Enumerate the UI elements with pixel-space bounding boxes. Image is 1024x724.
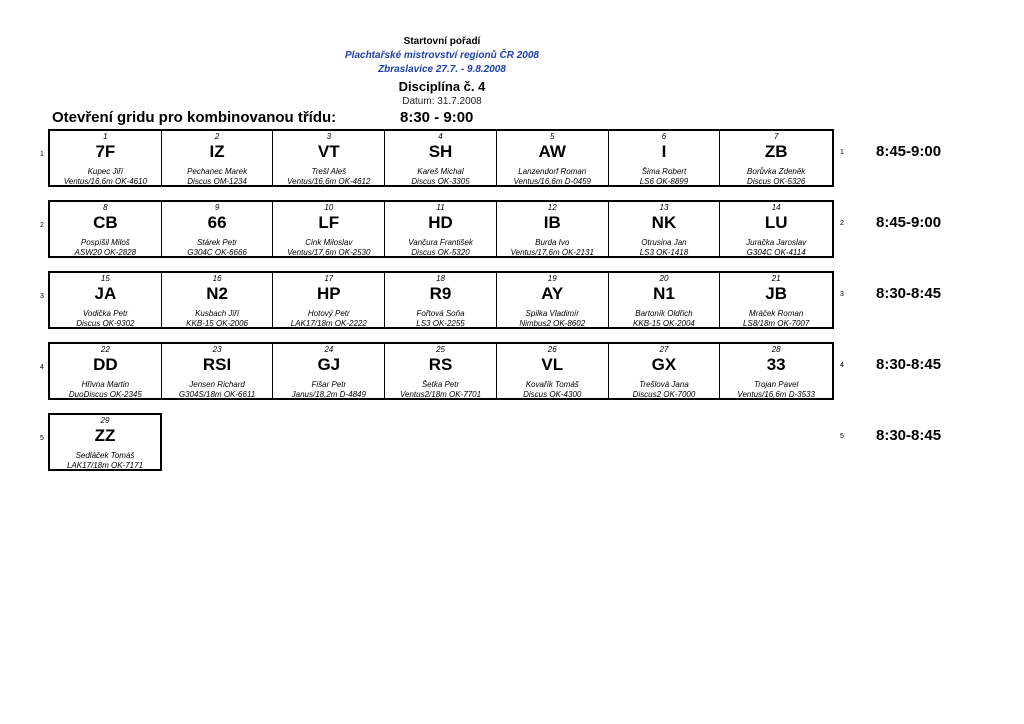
row-number-left: 3	[40, 293, 44, 300]
glider-registration: Discus OK-3305	[411, 177, 470, 186]
pilot-name: Trešl Aleš	[311, 167, 347, 176]
start-position: 3	[326, 132, 332, 141]
glider-registration: G304C OK-6666	[187, 248, 247, 257]
glider-registration: Discus2 OK-7000	[632, 390, 696, 399]
row-number-right: 1	[840, 149, 844, 156]
competition-id: N2	[206, 284, 228, 303]
start-position: 27	[659, 345, 669, 354]
start-position: 16	[212, 274, 222, 283]
glider-cell	[497, 131, 609, 185]
glider-registration: Discus OK-5320	[411, 248, 470, 257]
pilot-name: Kupec Jiří	[87, 167, 124, 176]
row-launch-time: 8:30-8:45	[876, 356, 942, 373]
start-position: 14	[771, 203, 781, 212]
competition-id: JA	[94, 284, 117, 303]
start-position: 25	[436, 345, 445, 354]
grid-row	[0, 342, 1024, 404]
pilot-name: Vančura František	[408, 238, 473, 247]
glider-registration: DuoDiscus OK-2345	[68, 390, 142, 399]
grid-open-label: Otevření gridu pro kombinovanou třídu:	[52, 109, 337, 126]
pilot-name: Burda Ivo	[535, 238, 570, 247]
start-position: 23	[212, 345, 222, 354]
grid-row	[0, 200, 1024, 262]
start-position: 8	[103, 203, 108, 212]
row-number-left: 1	[40, 151, 44, 158]
start-position: 13	[659, 203, 669, 212]
competition-id: LF	[318, 213, 340, 232]
competition-id: 33	[766, 355, 786, 374]
glider-registration: LS3 OK-1418	[639, 248, 689, 257]
pilot-name: Vodička Petr	[82, 309, 128, 318]
pilot-name: Fišar Petr	[311, 380, 347, 389]
glider-cell	[385, 273, 497, 327]
glider-cell	[50, 415, 160, 469]
glider-registration: KKB-15 OK-2006	[186, 319, 248, 328]
start-position: 18	[436, 274, 445, 283]
pilot-name: Kareš Michal	[417, 167, 464, 176]
row-box	[48, 129, 834, 187]
competition-id: HP	[316, 284, 341, 303]
pilot-name: Sedláček Tomáš	[75, 451, 135, 460]
glider-registration: Discus OK-5326	[747, 177, 806, 186]
glider-cell	[162, 273, 274, 327]
competition-id: ZB	[764, 142, 788, 161]
competition-id: SH	[428, 142, 453, 161]
start-position: 28	[771, 345, 781, 354]
row-launch-time: 8:45-9:00	[876, 143, 942, 160]
pilot-name: Trojan Pavel	[754, 380, 799, 389]
glider-cell	[497, 344, 609, 398]
glider-registration: Discus OK-4300	[523, 390, 582, 399]
start-position: 19	[547, 274, 557, 283]
glider-cell	[385, 344, 497, 398]
start-position: 10	[324, 203, 334, 212]
start-position: 4	[438, 132, 443, 141]
glider-registration: Ventus/16,6m OK-4612	[287, 177, 371, 186]
glider-cell	[720, 344, 832, 398]
glider-cell	[162, 202, 274, 256]
competition-id: GJ	[317, 355, 341, 374]
competition-id: 66	[207, 213, 227, 232]
row-number-right: 4	[840, 362, 844, 369]
competition-id: LU	[764, 213, 788, 232]
pilot-name: Trešlová Jana	[639, 380, 689, 389]
row-box	[48, 342, 834, 400]
glider-cell	[50, 202, 162, 256]
start-position: 11	[436, 203, 445, 212]
glider-registration: LS3 OK-2255	[416, 319, 465, 328]
grid-open-time: 8:30 - 9:00	[400, 109, 474, 126]
glider-cell	[162, 344, 274, 398]
glider-registration: Discus OK-9302	[76, 319, 135, 328]
competition-id: RSI	[202, 355, 232, 374]
glider-cell	[273, 131, 385, 185]
pilot-name: Kovařík Tomáš	[525, 380, 579, 389]
glider-cell	[609, 131, 721, 185]
competition-id: HD	[428, 213, 453, 232]
start-position: 2	[214, 132, 220, 141]
competition-id: RS	[428, 355, 453, 374]
glider-cell	[609, 273, 721, 327]
grid-row	[0, 129, 1024, 191]
start-position: 17	[324, 274, 334, 283]
glider-cell	[720, 202, 832, 256]
glider-cell	[720, 273, 832, 327]
row-number-left: 2	[40, 222, 44, 229]
glider-registration: Ventus2/18m OK-7701	[399, 390, 482, 399]
pilot-name: Juračka Jaroslav	[746, 238, 807, 247]
pilot-name: Mráček Roman	[749, 309, 804, 318]
row-box	[48, 200, 834, 258]
glider-registration: Discus OM-1234	[187, 177, 247, 186]
pilot-name: Bartoník Oldřich	[635, 309, 693, 318]
competition-id: AY	[541, 284, 564, 303]
competition-id: N1	[653, 284, 675, 303]
glider-registration: Ventus/17,6m OK-2131	[510, 248, 594, 257]
competition-id: AW	[538, 142, 566, 161]
glider-registration: Nimbus2 OK-8602	[519, 319, 586, 328]
competition-id: I	[661, 142, 667, 161]
glider-registration: G304S/18m OK-6611	[178, 390, 256, 399]
start-position: 22	[100, 345, 110, 354]
start-position: 12	[547, 203, 557, 212]
glider-cell	[273, 273, 385, 327]
pilot-name: Jensen Richard	[189, 380, 245, 389]
glider-cell	[609, 202, 721, 256]
glider-registration: Janus/18,2m D-4849	[291, 390, 366, 399]
start-position: 6	[661, 132, 667, 141]
glider-registration: KKB-15 OK-2004	[633, 319, 695, 328]
discipline-date: Datum: 31.7.2008	[402, 96, 482, 107]
document-title: Startovní pořadí	[403, 36, 481, 47]
glider-registration: G304C OK-4114	[746, 248, 806, 257]
pilot-name: Stárek Petr	[197, 238, 238, 247]
grid-row	[0, 413, 1024, 475]
pilot-name: Cink Miloslav	[305, 238, 353, 247]
pilot-name: Šima Robert	[641, 167, 687, 176]
competition-id: JB	[765, 284, 788, 303]
competition-id: CB	[93, 213, 118, 232]
row-launch-time: 8:45-9:00	[876, 214, 942, 231]
glider-registration: LS8/18m OK-7007	[743, 319, 810, 328]
glider-registration: Ventus/16,6m OK-4610	[63, 177, 148, 186]
row-launch-time: 8:30-8:45	[876, 285, 942, 302]
start-position: 24	[324, 345, 334, 354]
glider-cell	[497, 273, 609, 327]
discipline-number: Disciplína č. 4	[398, 79, 486, 94]
glider-cell	[385, 202, 497, 256]
row-number-right: 5	[840, 433, 844, 440]
row-number-right: 3	[840, 291, 844, 298]
start-position: 5	[550, 132, 555, 141]
pilot-name: Otrusina Jan	[641, 238, 687, 247]
pilot-name: Borůvka Zdeněk	[747, 167, 806, 176]
glider-cell	[50, 273, 162, 327]
glider-registration: Ventus/17,6m OK-2530	[287, 248, 371, 257]
competition-id: IB	[543, 213, 561, 232]
pilot-name: Spilka Vladimír	[525, 309, 579, 318]
competition-id: VL	[541, 355, 564, 374]
pilot-name: Kusbach Jiří	[195, 309, 240, 318]
glider-registration: Ventus/16,6m D-3533	[737, 390, 815, 399]
competition-id: DD	[93, 355, 118, 374]
row-launch-time: 8:30-8:45	[876, 427, 942, 444]
glider-cell	[273, 202, 385, 256]
pilot-name: Hotový Petr	[307, 309, 350, 318]
start-position: 29	[100, 416, 110, 425]
glider-cell	[162, 131, 274, 185]
pilot-name: Pechanec Marek	[187, 167, 248, 176]
competition-id: GX	[651, 355, 677, 374]
row-box	[48, 413, 162, 471]
start-position: 26	[547, 345, 557, 354]
grid-row	[0, 271, 1024, 333]
competition-id: VT	[317, 142, 340, 161]
start-position: 21	[771, 274, 781, 283]
competition-id: NK	[651, 213, 677, 232]
competition-id: 7F	[95, 142, 116, 161]
glider-registration: LS6 OK-8899	[639, 177, 689, 186]
row-number-left: 4	[40, 364, 44, 371]
glider-registration: LAK17/18m OK-2222	[290, 319, 367, 328]
glider-cell	[273, 344, 385, 398]
competition-id: IZ	[209, 142, 225, 161]
glider-cell	[497, 202, 609, 256]
pilot-name: Fořtová Soňa	[416, 309, 465, 318]
pilot-name: Šetka Petr	[421, 380, 460, 389]
glider-registration: LAK17/18m OK-7171	[66, 461, 144, 470]
event-name: Plachtařské mistrovství regionů ČR 2008	[345, 50, 539, 61]
pilot-name: Hřivna Martin	[81, 380, 130, 389]
glider-cell	[50, 131, 162, 185]
start-position: 20	[659, 274, 669, 283]
row-box	[48, 271, 834, 329]
glider-cell	[385, 131, 497, 185]
event-location-dates: Zbraslavice 27.7. - 9.8.2008	[378, 64, 506, 75]
start-position: 7	[773, 132, 779, 141]
row-number-right: 2	[840, 220, 844, 227]
glider-cell	[50, 344, 162, 398]
row-number-left: 5	[40, 435, 44, 442]
competition-id: R9	[429, 284, 452, 303]
competition-id: ZZ	[94, 426, 116, 445]
glider-cell	[720, 131, 832, 185]
start-position: 9	[214, 203, 220, 212]
glider-registration: ASW20 OK-2828	[74, 248, 137, 257]
glider-registration: Ventus/16,6m D-0459	[513, 177, 591, 186]
glider-cell	[609, 344, 721, 398]
start-position: 15	[100, 274, 110, 283]
pilot-name: Lanzendorf Roman	[518, 167, 587, 176]
start-position: 1	[103, 132, 108, 141]
pilot-name: Pospíšil Miloš	[80, 238, 130, 247]
